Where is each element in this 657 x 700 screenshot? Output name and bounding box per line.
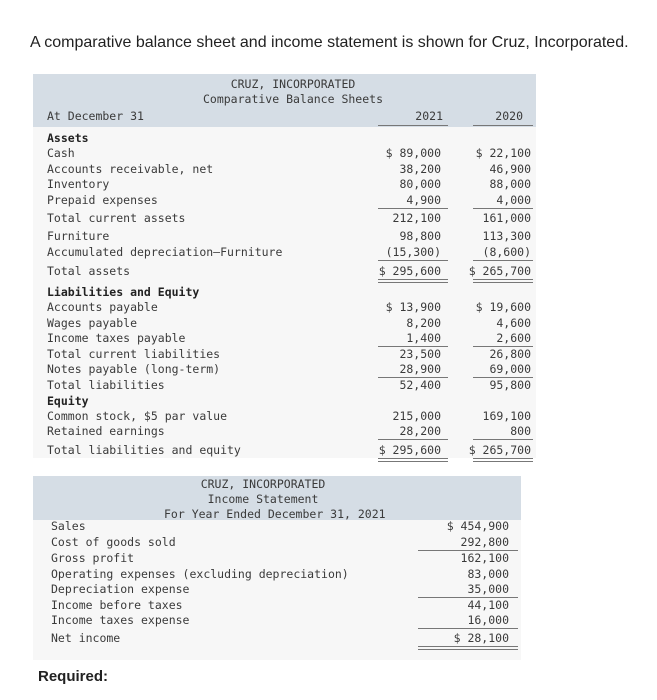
bs-value-2020: 169,100 (482, 409, 531, 423)
bs-value-2021: $ 13,900 (385, 300, 441, 314)
total-rule (378, 439, 448, 440)
total-rule (378, 282, 448, 283)
is-row-label: Cost of goods sold (51, 535, 176, 549)
total-rule (473, 461, 533, 462)
bs-value-2020: 800 (510, 424, 531, 438)
total-rule (418, 646, 518, 647)
bs-row-label: Prepaid expenses (47, 193, 158, 207)
is-row-label: Net income (51, 631, 121, 645)
is-row-value: 292,800 (460, 535, 509, 549)
bs-row-label: Assets (47, 131, 89, 145)
bs-value-2021: $ 295,600 (378, 264, 441, 278)
bs-row-label: Common stock, $5 par value (47, 409, 228, 423)
income-statement-period: For Year Ended December 31, 2021 (164, 507, 386, 521)
bs-row-label: Wages payable (47, 316, 138, 330)
income-statement-company: CRUZ, INCORPORATED (200, 477, 326, 491)
bs-row-label: Inventory (47, 177, 110, 191)
bs-row-label: Retained earnings (47, 424, 165, 438)
is-row-value: 162,100 (460, 551, 509, 565)
total-rule (378, 461, 448, 462)
total-rule (473, 208, 533, 209)
header-rule-2020 (473, 125, 533, 126)
bs-value-2021: 98,800 (399, 229, 441, 243)
column-header-2020: 2020 (495, 109, 523, 123)
bs-value-2021: (15,300) (385, 245, 441, 259)
intro-text: A comparative balance sheet and income statement is shown for Cruz, Incorporated. (30, 34, 629, 51)
is-row-label: Gross profit (51, 551, 135, 565)
is-row-value: 35,000 (467, 582, 509, 596)
bs-row-label: Accumulated depreciation—Furniture (47, 245, 283, 259)
bs-value-2021: 80,000 (399, 177, 441, 191)
bs-value-2020: 113,300 (482, 229, 531, 243)
bs-row-label: Total liabilities (47, 378, 165, 392)
bs-row-label: Notes payable (long-term) (47, 362, 221, 376)
bs-value-2021: 52,400 (399, 378, 441, 392)
total-rule (378, 208, 448, 209)
total-rule (473, 260, 533, 261)
income-statement (33, 476, 521, 660)
total-rule (473, 279, 533, 280)
bs-value-2020: 69,000 (489, 362, 531, 376)
bs-value-2021: 1,400 (406, 331, 441, 345)
bs-value-2021: 8,200 (406, 316, 441, 330)
bs-row-label: Total liabilities and equity (47, 443, 241, 457)
balance-sheet (33, 74, 536, 458)
bs-value-2021: $ 295,600 (378, 443, 441, 457)
balance-sheet-title: Comparative Balance Sheets (202, 92, 383, 106)
bs-value-2021: 23,500 (399, 347, 441, 361)
is-row-label: Sales (51, 519, 86, 533)
total-rule (378, 458, 448, 459)
bs-row-label: Total assets (47, 264, 131, 278)
total-rule (473, 282, 533, 283)
bs-value-2020: 4,600 (496, 316, 531, 330)
bs-value-2020: $ 265,700 (468, 443, 531, 457)
bs-value-2020: 4,000 (496, 193, 531, 207)
is-row-value: $ 454,900 (446, 519, 509, 533)
bs-value-2021: $ 89,000 (385, 146, 441, 160)
total-rule (473, 458, 533, 459)
is-row-label: Income before taxes (51, 598, 183, 612)
bs-row-label: Liabilities and Equity (47, 285, 200, 299)
bs-value-2020: 46,900 (489, 162, 531, 176)
bs-row-label: Accounts receivable, net (47, 162, 214, 176)
required-heading: Required: (38, 668, 109, 685)
bs-value-2020: 88,000 (489, 177, 531, 191)
bs-value-2021: 215,000 (392, 409, 441, 423)
header-rule-2021 (378, 125, 448, 126)
bs-value-2021: 38,200 (399, 162, 441, 176)
bs-row-label: Furniture (47, 229, 110, 243)
bs-value-2020: 26,800 (489, 347, 531, 361)
bs-row-label: Income taxes payable (47, 331, 186, 345)
is-row-value: 83,000 (467, 567, 509, 581)
bs-row-label: Total current assets (47, 211, 186, 225)
is-row-value: $ 28,100 (453, 631, 509, 645)
is-row-label: Income taxes expense (51, 613, 190, 627)
bs-value-2020: $ 265,700 (468, 264, 531, 278)
total-rule (418, 649, 518, 650)
bs-value-2020: $ 19,600 (475, 300, 531, 314)
bs-row-label: Accounts payable (47, 300, 158, 314)
total-rule (378, 279, 448, 280)
bs-value-2020: $ 22,100 (475, 146, 531, 160)
bs-value-2020: 161,000 (482, 211, 531, 225)
is-row-label: Depreciation expense (51, 582, 190, 596)
bs-value-2021: 212,100 (392, 211, 441, 225)
column-header-2021: 2021 (415, 109, 443, 123)
bs-value-2020: 95,800 (489, 378, 531, 392)
bs-row-label: Total current liabilities (47, 347, 221, 361)
total-rule (378, 260, 448, 261)
bs-value-2021: 28,200 (399, 424, 441, 438)
is-row-value: 44,100 (467, 598, 509, 612)
total-rule (473, 439, 533, 440)
bs-value-2021: 28,900 (399, 362, 441, 376)
bs-value-2020: (8,600) (482, 245, 531, 259)
income-statement-title: Income Statement (207, 492, 319, 506)
bs-value-2021: 4,900 (406, 193, 441, 207)
is-row-label: Operating expenses (excluding depreciation) (51, 567, 349, 581)
date-label: At December 31 (47, 109, 144, 123)
balance-sheet-company: CRUZ, INCORPORATED (230, 77, 356, 91)
total-rule (418, 628, 518, 629)
bs-row-label: Cash (47, 146, 75, 160)
bs-row-label: Equity (47, 394, 89, 408)
is-row-value: 16,000 (467, 613, 509, 627)
bs-value-2020: 2,600 (496, 331, 531, 345)
